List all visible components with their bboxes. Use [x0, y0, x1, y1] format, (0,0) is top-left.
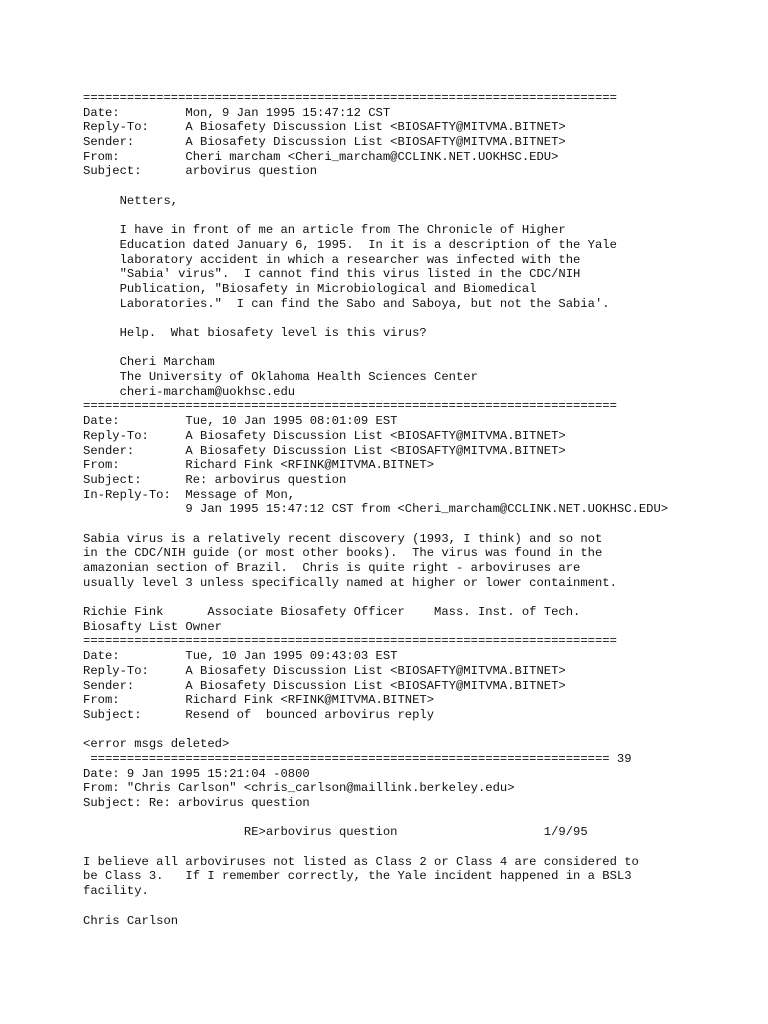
text-line: Richie Fink Associate Biosafety Officer Mass. Inst. of Tech. — [83, 605, 581, 620]
text-line: Reply-To: A Biosafety Discussion List <BIOSAFTY@MITVMA.BITNET> — [83, 428, 566, 443]
text-line: Date: Mon, 9 Jan 1995 15:47:12 CST — [83, 105, 391, 120]
text-line: The University of Oklahoma Health Sciences Center — [83, 370, 478, 385]
text-line: amazonian section of Brazil. Chris is quite right - arboviruses are — [83, 561, 581, 575]
text-line: Sender: A Biosafety Discussion List <BIOSAFTY@MITVMA.BITNET> — [83, 443, 566, 458]
text-line: facility. — [83, 884, 149, 899]
text-line — [83, 811, 668, 826]
text-line: I believe all arboviruses not listed as Class 2 or Class 4 are considered to — [83, 854, 639, 869]
text-line: in the CDC/NIH guide (or most other books). The virus was found in the — [83, 546, 603, 561]
text-line: Sabia virus is a relatively recent discovery (1993, I think) and so not — [83, 531, 603, 546]
text-line: Biosafty List Owner — [83, 619, 222, 634]
text-line: Reply-To: A Biosafety Discussion List <BIOSAFTY@MITVMA.BITNET> — [83, 663, 566, 678]
text-line — [83, 899, 668, 914]
text-line: laboratory accident in which a researcher was infected with the — [83, 252, 581, 267]
text-line: 9 Jan 1995 15:47:12 CST from <Cheri_marcham@CCLINK.NET.UOKHSC.EDU> — [83, 502, 669, 517]
text-line — [83, 209, 668, 224]
text-line — [83, 179, 668, 194]
text-line: Subject: arbovirus question — [83, 164, 318, 179]
text-line: Date: 9 Jan 1995 15:21:04 -0800 — [83, 766, 310, 781]
text-line: usually level 3 unless specifically named at higher or lower containment. — [83, 575, 617, 590]
text-line: From: "Chris Carlson" <chris_carlson@maillink.berkeley.edu> — [83, 781, 515, 796]
text-line — [83, 590, 668, 605]
text-line: Sender: A Biosafety Discussion List <BIOSAFTY@MITVMA.BITNET> — [83, 678, 566, 693]
text-line: Sender: A Biosafety Discussion List <BIOSAFTY@MITVMA.BITNET> — [83, 135, 566, 150]
text-line: Subject: Re: arbovirus question — [83, 472, 347, 487]
text-line: ========================================================================= — [83, 91, 617, 105]
text-line: be Class 3. If I remember correctly, the Yale incident happened in a BSL3 — [83, 869, 632, 884]
text-line — [83, 341, 668, 356]
text-line: Chris Carlson — [83, 913, 179, 928]
text-line: From: Cheri marcham <Cheri_marcham@CCLINK.NET.UOKHSC.EDU> — [83, 149, 559, 164]
text-line: Publication, "Biosafety in Microbiological and Biomedical — [83, 281, 537, 296]
text-line: "Sabia' virus". I cannot find this virus listed in the CDC/NIH — [83, 267, 581, 282]
text-line: Laboratories." I can find the Sabo and Saboya, but not the Sabia'. — [83, 296, 610, 311]
text-line: <error msgs deleted> — [83, 737, 230, 752]
text-line — [83, 517, 668, 532]
text-line: In-Reply-To: Message of Mon, — [83, 487, 296, 502]
text-line — [83, 840, 668, 855]
text-line: ======================================================================= 39 — [83, 751, 632, 766]
text-line: From: Richard Fink <RFINK@MITVMA.BITNET> — [83, 458, 435, 473]
text-line: Cheri Marcham — [83, 355, 215, 370]
email-digest-text — [83, 91, 668, 928]
text-line: ========================================================================= — [83, 634, 617, 649]
text-line: Netters, — [83, 193, 179, 208]
text-line: I have in front of me an article from The Chronicle of Higher — [83, 223, 566, 238]
text-line: RE>arbovirus question 1/9/95 — [83, 825, 588, 840]
text-line: ========================================================================= — [83, 399, 617, 414]
text-line — [83, 311, 668, 326]
text-line: Reply-To: A Biosafety Discussion List <BIOSAFTY@MITVMA.BITNET> — [83, 120, 566, 135]
text-line — [83, 723, 668, 738]
text-line: Subject: Resend of bounced arbovirus reply — [83, 707, 435, 722]
text-line: From: Richard Fink <RFINK@MITVMA.BITNET> — [83, 693, 435, 708]
text-line: Date: Tue, 10 Jan 1995 08:01:09 EST — [83, 414, 398, 429]
text-line: Help. What biosafety level is this virus? — [83, 326, 427, 340]
text-line: Date: Tue, 10 Jan 1995 09:43:03 EST — [83, 649, 398, 664]
text-line: cheri-marcham@uokhsc.edu — [83, 384, 296, 399]
text-line: Subject: Re: arbovirus question — [83, 796, 310, 810]
text-line: Education dated January 6, 1995. In it is a description of the Yale — [83, 237, 617, 252]
